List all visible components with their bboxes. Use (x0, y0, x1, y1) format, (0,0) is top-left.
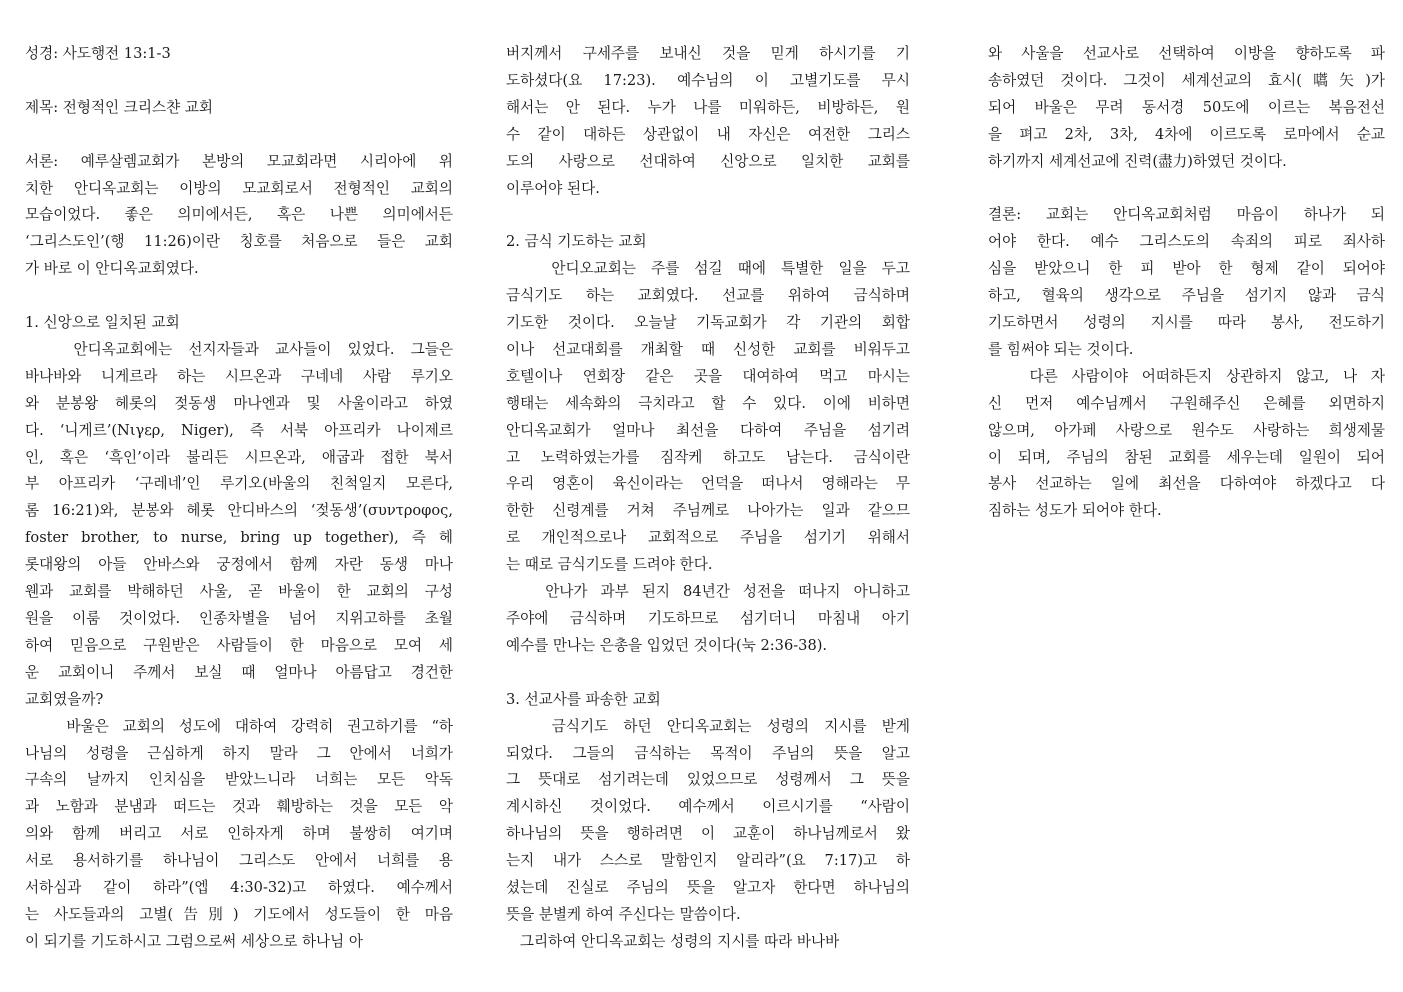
text-line: 주야에 금식하며 기도하므로 섬기더니 마침내 아기 (506, 610, 910, 628)
text-line: 되었다. 그들의 금식하는 목적이 주님의 뜻을 알고 (506, 744, 910, 762)
text-line: 2. 금식 기도하는 교회 (506, 233, 647, 251)
text-line: 웬과 교회를 박해하던 사울, 곧 바울이 한 교회의 구성 (25, 583, 453, 601)
text-line: 안디옥교회가 얼마나 최선을 다하여 주님을 섬기려 (506, 421, 910, 439)
text-line: 신 먼저 예수님께서 구원해주신 은혜를 외면하지 (988, 394, 1385, 412)
text-line: 1. 신앙으로 일치된 교회 (25, 314, 180, 332)
text-line: 하여 믿음으로 구원받은 사람들이 한 마음으로 모여 세 (25, 636, 453, 654)
text-line: 고 노력하였는가를 짐작케 하고도 남는다. 금식이란 (506, 448, 910, 466)
text-line: 이 되며, 주님의 참된 교회를 세우는데 일원이 되어 (988, 448, 1385, 466)
text-line: 인, 혹은 ‘흑인’이라 불리든 시므온과, 애굽과 접한 북서 (25, 448, 453, 466)
text-line: 심을 받았으니 한 피 받아 한 형제 같이 되어야 (988, 260, 1385, 278)
text-line: 가 바로 이 안디옥교회였다. (25, 260, 199, 278)
text-line: 치한 안디옥교회는 이방의 모교회로서 전형적인 교회의 (25, 179, 453, 197)
text-line: 호텔이나 연회장 같은 곳을 대여하여 먹고 마시는 (506, 367, 910, 385)
text-line: 되어 바울은 무려 동서경 50도에 이르는 복음전선 (988, 98, 1385, 116)
text-line: 한한 신령계를 거쳐 주님께로 나아가는 일과 같으므 (506, 502, 910, 520)
text-line: 송하였던 것이다. 그것이 세계선교의 효시(嚆矢)가 (988, 71, 1385, 89)
text-line: 해서는 안 된다. 누가 나를 미워하든, 비방하든, 원 (506, 98, 910, 116)
text-line: 기도한 것이다. 오늘날 기독교회가 각 기관의 회합 (506, 314, 910, 332)
text-line: 우리 영혼이 육신이라는 언덕을 떠나서 영해라는 무 (506, 475, 910, 493)
text-line: 셨는데 진실로 주님의 뜻을 알고자 한다면 하나님의 (506, 879, 910, 897)
text-line: 금식기도 하던 안디옥교회는 성령의 지시를 받게 (506, 717, 910, 735)
text-line: 어야 한다. 예수 그리스도의 속죄의 피로 죄사하 (988, 233, 1385, 251)
text-line: 않으며, 아가페 사랑으로 원수도 사랑하는 희생제물 (988, 421, 1385, 439)
text-line: 원을 이룸 것이었다. 인종차별을 넘어 지위고하를 초월 (25, 609, 453, 627)
text-line: 제목: 전형적인 크리스챤 교회 (25, 98, 214, 116)
blank-line (25, 68, 453, 95)
text-line: 계시하신 것이었다. 예수께서 이르시기를 “사람이 (506, 798, 910, 816)
blank-line (988, 176, 1385, 203)
text-line: 서론: 예루살렘교회가 본방의 모교회라면 시리아에 위 (25, 152, 453, 170)
text-line: 버지께서 구세주를 보내신 것을 믿게 하시기를 기 (506, 45, 910, 62)
text-line: 하기까지 세계선교에 진력(盡力)하였던 것이다. (988, 152, 1287, 170)
text-line: 는지 내가 스스로 말함인지 알리라”(요 7:17)고 하 (506, 852, 910, 870)
text-line: 이 되기를 기도하시고 그럼으로써 세상으로 하나님 아 (25, 932, 363, 950)
text-line: 3. 선교사를 파송한 교회 (506, 690, 661, 708)
text-line: 뜻을 분별케 하여 주신다는 말씀이다. (506, 905, 741, 923)
text-line: 의와 함께 버리고 서로 인하자게 하며 불쌍히 여기며 (25, 825, 453, 843)
text-line: 는 때로 금식기도를 드려야 한다. (506, 556, 713, 574)
text-line: 과 노함과 분냄과 떠드는 것과 훼방하는 것을 모든 악 (25, 798, 453, 816)
blank-line (506, 202, 910, 229)
text-line: 그리하여 안디옥교회는 성령의 지시를 따라 바나바 (506, 932, 840, 950)
text-line: 교회였을까? (25, 690, 104, 708)
text-line: ‘그리스도인’(행 11:26)이란 칭호를 처음으로 들은 교회 (25, 233, 453, 251)
text-line: 도의 사랑으로 선대하여 신앙으로 일치한 교회를 (506, 152, 910, 170)
text-column-3 (988, 41, 1385, 525)
text-line: 도하셨다(요 17:23). 예수님의 이 고별기도를 무시 (506, 71, 910, 89)
text-line: 롯대왕의 아들 안바스와 궁정에서 함께 자란 동생 마나 (25, 556, 453, 574)
text-line: 안나가 과부 된지 84년간 성전을 떠나지 아니하고 (506, 583, 910, 601)
text-line: 행태는 세속화의 극치라고 할 수 있다. 이에 비하면 (506, 394, 910, 412)
text-line: 는 사도들과의 고별(告別) 기도에서 성도들이 한 마음 (25, 905, 453, 923)
text-line: 안디옥교회에는 선지자들과 교사들이 있었다. 그들은 (25, 340, 453, 358)
text-line: 롬 16:21)와, 분봉와 헤롯 안디바스의 ‘젖동생’(συντροφος, (25, 502, 453, 520)
text-line: 성경: 사도행전 13:1-3 (25, 45, 171, 62)
text-line: 이루어야 된다. (506, 179, 600, 197)
text-line: 금식기도 하는 교회였다. 선교를 위하여 금식하며 (506, 287, 910, 305)
blank-line (25, 283, 453, 310)
text-line: 로 개인적으로나 교회적으로 주님을 섬기기 위해서 (506, 529, 910, 547)
text-line: foster brother, to nurse, bring up together), 즉 헤 (25, 529, 453, 547)
text-column-2 (506, 41, 910, 956)
text-line: 을 펴고 2차, 3차, 4차에 이르도록 로마에서 순교 (988, 125, 1385, 143)
text-line: 그 뜻대로 섬기려는데 있었으므로 성령께서 그 뜻을 (506, 771, 910, 789)
text-line: 서하심과 같이 하라”(엡 4:30-32)고 하였다. 예수께서 (25, 879, 453, 897)
text-line: 안디오교회는 주를 섬길 때에 특별한 일을 두고 (506, 260, 910, 278)
text-line: 하나님의 뜻을 행하려면 이 교훈이 하나님께로서 왔 (506, 825, 910, 843)
text-line: 결론: 교회는 안디옥교회처럼 마음이 하나가 되 (988, 206, 1385, 224)
text-line: 모습이었다. 좋은 의미에서든, 혹은 나쁜 의미에서든 (25, 206, 453, 224)
text-column-1 (25, 41, 453, 956)
text-line: 와 사울을 선교사로 선택하여 이방을 향하도록 파 (988, 45, 1385, 62)
text-line: 구속의 날까지 인치심을 받았느니라 너희는 모든 악독 (25, 771, 453, 789)
text-line: 다른 사람이야 어떠하든지 상관하지 않고, 나 자 (988, 367, 1385, 385)
text-line: 와 분봉왕 헤롯의 젖동생 마나엔과 및 사울이라고 하였 (25, 394, 453, 412)
text-line: 운 교회이니 주께서 보실 때 얼마나 아름답고 경건한 (25, 663, 453, 681)
blank-line (506, 660, 910, 687)
text-line: 기도하면서 성령의 지시를 따라 봉사, 전도하기 (988, 314, 1385, 332)
text-line: 바나바와 니게르라 하는 시므온과 구네네 사람 루기오 (25, 367, 453, 385)
text-line: 봉사 선교하는 일에 최선을 다하여야 하겠다고 다 (988, 475, 1385, 493)
blank-line (25, 122, 453, 149)
text-line: 다. ‘니게르’(Νιγερ, Niger), 즉 서북 아프리카 나이제르 (25, 421, 453, 439)
text-line: 예수를 만나는 은총을 입었던 것이다(눅 2:36-38). (506, 636, 828, 654)
text-line: 이나 선교대회를 개최할 때 신성한 교회를 비워두고 (506, 340, 910, 358)
text-line: 바울은 교회의 성도에 대하여 강력히 권고하기를 “하 (25, 717, 453, 735)
text-line: 부 아프리카 ‘구레네’인 루기오(바울의 친척일지 모른다, (25, 475, 453, 493)
text-line: 나님의 성령을 근심하게 하지 말라 그 안에서 너희가 (25, 744, 453, 762)
text-line: 서로 용서하기를 하나님이 그리스도 안에서 너희를 용 (25, 852, 453, 870)
text-line: 를 힘써야 되는 것이다. (988, 340, 1134, 358)
text-line: 하고, 혈육의 생각으로 주님을 섬기지 않과 금식 (988, 287, 1385, 305)
text-line: 수 같이 대하든 상관없이 내 자신은 여전한 그리스 (506, 125, 910, 143)
text-line: 짐하는 성도가 되어야 한다. (988, 502, 1162, 520)
